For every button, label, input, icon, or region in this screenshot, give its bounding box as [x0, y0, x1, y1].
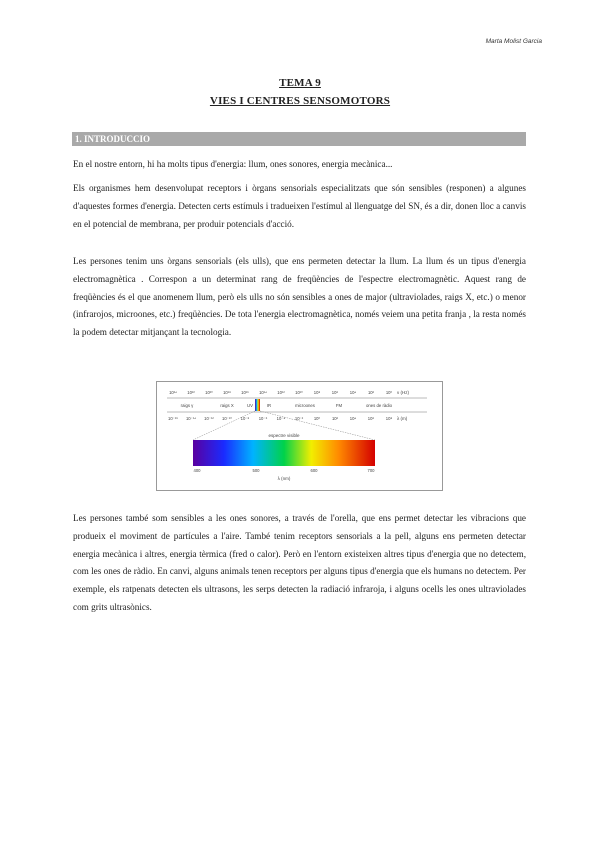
spectrum-region-label: FM — [335, 403, 343, 408]
frequency-tick-label: 10²⁴ — [169, 390, 177, 395]
frequency-ticks — [169, 390, 392, 395]
wavelength-tick-label: 10⁻¹⁶ — [168, 416, 178, 421]
author-name: Marta Molist Garcia — [485, 38, 542, 45]
spectrum-region-label: IR — [266, 403, 272, 408]
spectrum-region-label: microones — [295, 403, 315, 408]
spectrum-region-label: ones de ràdio — [365, 403, 393, 408]
wavelength-tick-label: 10⁻¹⁰ — [222, 416, 232, 421]
frequency-tick-label: 10²² — [187, 390, 195, 395]
spectrum-region-label: raigs X — [220, 403, 234, 408]
frequency-tick-label: 10¹⁴ — [259, 390, 267, 395]
visible-tick-label: 400 — [193, 468, 201, 473]
frequency-tick-label: 10²⁰ — [205, 390, 213, 395]
wavelength-tick-label: 10⁰ — [313, 416, 321, 421]
frequency-tick-label: 10¹² — [277, 390, 285, 395]
wavelength-tick-label: 10⁻⁸ — [240, 416, 250, 421]
spectrum-region-label: UV — [247, 403, 253, 408]
frequency-tick-label: 10⁴ — [349, 390, 357, 395]
wavelength-tick-label: 10⁸ — [385, 416, 393, 421]
wavelength-tick-label: 10⁻⁴ — [276, 416, 286, 421]
wavelength-tick-label: 10⁴ — [349, 416, 357, 421]
frequency-tick-label: 10¹⁰ — [295, 390, 303, 395]
visible-ticks — [194, 468, 376, 473]
topic-number: TEMA 9 — [279, 77, 321, 89]
wavelength-axis-label: λ (m) — [397, 416, 408, 421]
wavelength-ticks — [168, 416, 392, 421]
frequency-tick-label: 10⁶ — [331, 390, 339, 395]
wavelength-tick-label: 10² — [331, 416, 339, 421]
section-heading: 1. INTRODUCCIO — [72, 132, 526, 146]
page-title: VIES I CENTRES SENSOMOTORS — [209, 95, 391, 107]
visible-spectrum-label: espectre visible — [268, 433, 300, 438]
electromagnetic-spectrum-figure — [156, 381, 443, 491]
paragraph-3: Les persones tenim uns òrgans sensorials (els ulls), que ens permeten detectar la llum. La llum és un tipus d'energia electromagnètica . Correspon a un determinat rang de freqüències de l'espectre electromagnètic. Aquest rang de freqüències és el que anomenem llum, però els ulls no són sensibles a ones de major (ultraviolades, raigs X, etc.) o menor (infrarojos, microones, etc.) freqüències. De tota l'energia electromagnètica, només veiem una petita franja , la resta només la podem detectar mitjançant la tecnologia. — [73, 256, 526, 338]
frequency-tick-label: 10² — [367, 390, 375, 395]
spectrum-region-label: raigs γ — [180, 403, 194, 408]
wavelength-tick-label: 10⁻⁶ — [258, 416, 268, 421]
visible-axis-label: λ (nm) — [277, 476, 291, 481]
visible-spectrum-bar — [193, 440, 375, 466]
frequency-axis-label: ν (Hz) — [397, 390, 409, 395]
visible-tick-label: 500 — [252, 468, 260, 473]
wavelength-tick-label: 10⁻¹² — [204, 416, 214, 421]
paragraph-4: Les persones també som sensibles a les ones sonores, a través de l'orella, que ens permet detectar les vibracions que produeix el moviment de partícules a l'aire. També tenim receptors sensorials a la pell, alguns ens permeten detectar energia mecànica i altres, energia tèrmica (fred o calor). Però en l'entorn existeixen altres tipus d'energia que no detectem, com les ones de ràdio. En canvi, alguns animals tenen receptors per alguns tipus d'energia que els humans no detectem. Per exemple, els ratpenats detecten els ultrasons, les serps detecten la radiació infraroja, i alguns ocells les ones ultraviolades com grits ultrasònics. — [73, 513, 526, 612]
frequency-tick-label: 10⁰ — [385, 390, 393, 395]
visible-band-marker — [255, 399, 260, 411]
spectrum-regions — [181, 403, 393, 408]
paragraph-1: En el nostre entorn, hi ha molts tipus d'energia: llum, ones sonores, energia mecànica... — [73, 159, 393, 169]
paragraph-2: Els organismes hem desenvolupat receptors i òrgans sensorials especialitzats que són sensibles (responen) a algunes d'aquestes formes d'energia. Detecten certs estímuls i tradueixen l'estímul al llenguatge del SN, és a dir, donen lloc a canvis en el potencial de membrana, per produir potencials d'acció. — [73, 183, 526, 229]
frequency-tick-label: 10¹⁸ — [223, 390, 231, 395]
frequency-tick-label: 10¹⁶ — [241, 390, 249, 395]
visible-tick-label: 700 — [367, 468, 375, 473]
wavelength-tick-label: 10⁶ — [367, 416, 375, 421]
wavelength-tick-label: 10⁻² — [294, 416, 304, 421]
visible-tick-label: 600 — [310, 468, 318, 473]
spectrum-diagram — [157, 382, 442, 490]
frequency-tick-label: 10⁸ — [313, 390, 321, 395]
wavelength-tick-label: 10⁻¹⁴ — [185, 416, 197, 421]
